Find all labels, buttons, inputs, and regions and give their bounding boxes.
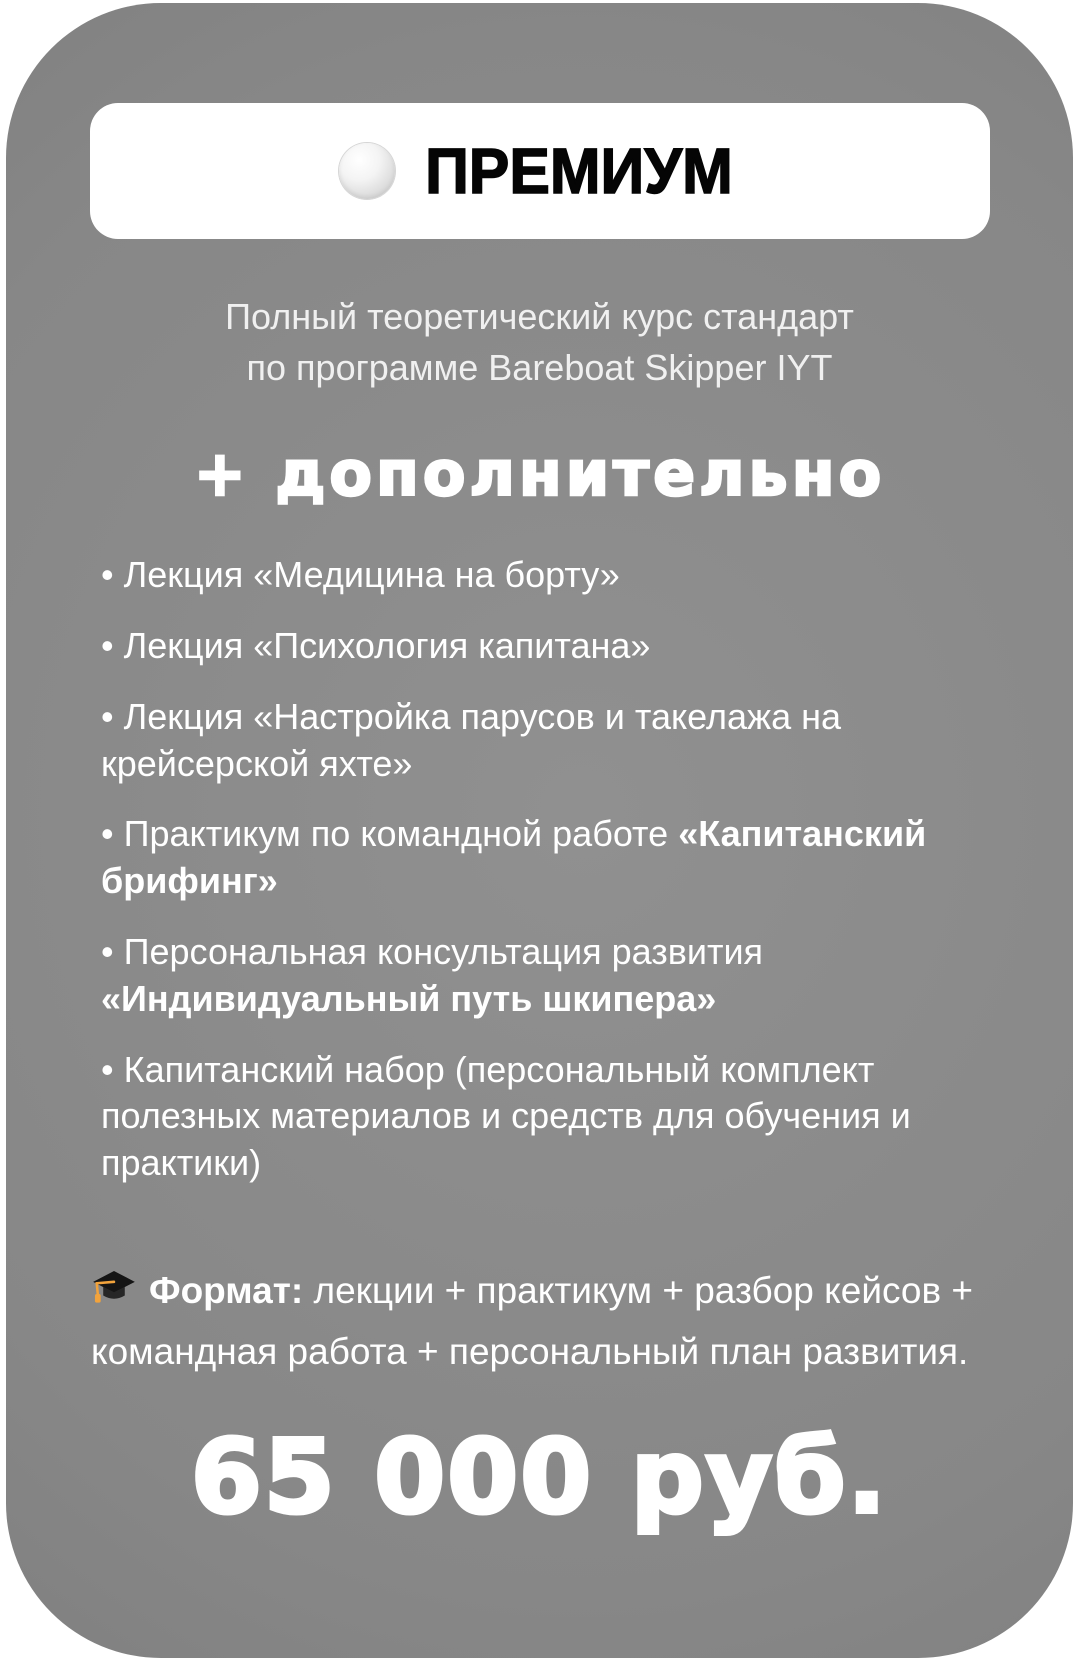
subtitle-line-1: Полный теоретический курс стандарт — [225, 296, 854, 337]
extras-list — [101, 552, 1011, 1187]
list-item-text: Лекция «Психология капитана» — [123, 625, 651, 667]
price-text: 65 000 руб. — [190, 1417, 889, 1537]
list-item-bold: «Индивидуальный путь шкипера» — [101, 977, 717, 1019]
badge-title: ПРЕМИУМ — [424, 135, 733, 207]
format-label: Формат: — [149, 1269, 304, 1311]
list-item — [101, 694, 1011, 788]
bullet-marker: • — [101, 1048, 114, 1090]
list-item — [101, 811, 1011, 905]
list-item-text: Практикум по командной работе — [123, 813, 669, 855]
subtitle-line-2: по программе Bareboat Skipper IYT — [246, 347, 833, 389]
bullet-marker: • — [101, 695, 114, 737]
list-item — [101, 552, 1011, 599]
white-circle-icon — [339, 143, 395, 199]
bullet-marker: • — [101, 931, 114, 972]
graduation-cap-icon — [91, 1266, 137, 1326]
bullet-marker: • — [101, 625, 114, 667]
extras-heading: + дополнительно — [193, 437, 886, 511]
list-item-text: Лекция «Медицина на борту» — [123, 554, 620, 596]
list-item-bold: «Капитанский брифинг» — [101, 813, 927, 902]
list-item — [101, 1047, 1011, 1187]
list-item — [101, 623, 1011, 670]
premium-pricing-card — [6, 3, 1073, 1658]
premium-badge — [90, 103, 990, 239]
format-text: лекции + практикум + разбор кейсов + командная работа + персональный план развития. — [91, 1269, 974, 1372]
course-subtitle — [6, 291, 1073, 393]
bullet-marker: • — [101, 813, 114, 855]
list-item-text: Персональная консультация развития — [123, 931, 764, 972]
list-item-text: Лекция «Настройка парусов и такелажа на крейсерской яхте» — [101, 695, 842, 784]
list-item-text: Капитанский набор (персональный комплект полезных материалов и средств для обучения и практики) — [101, 1048, 911, 1184]
format-paragraph — [91, 1265, 1003, 1378]
bullet-marker: • — [101, 554, 114, 596]
list-item — [101, 929, 1011, 1023]
